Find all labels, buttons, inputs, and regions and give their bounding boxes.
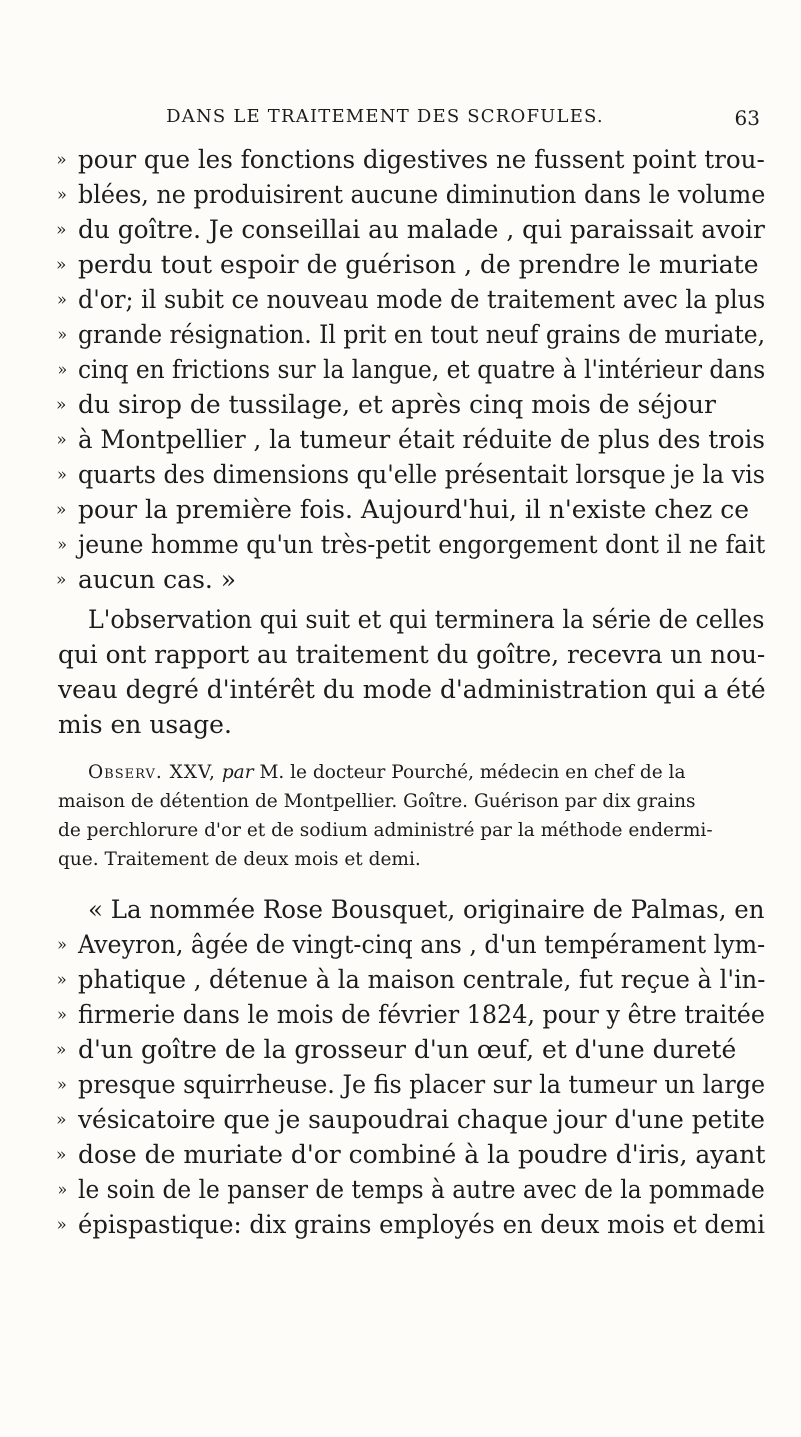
quote-mark: » bbox=[56, 1040, 67, 1060]
text-line: maison de détention de Montpellier. Goître. Guérison par dix grains bbox=[58, 791, 696, 812]
text-line: » phatique , détenue à la maison centrale, fut reçue à l'in- bbox=[56, 965, 766, 994]
text-line: » vésicatoire que je saupoudrai chaque jour d'une petite bbox=[56, 1105, 765, 1134]
quote-mark: » bbox=[57, 290, 67, 310]
running-title: DANS LE TRAITEMENT DES SCROFULES. bbox=[166, 106, 604, 127]
text-line: » du goître. Je conseillai au malade , qui paraissait avoir bbox=[56, 215, 765, 244]
text-line: L'observation qui suit et qui terminera la série de celles bbox=[88, 605, 765, 634]
quote-mark: » bbox=[57, 935, 68, 955]
text-line: « La nommée Rose Bousquet, originaire de Palmas, en bbox=[88, 895, 765, 924]
text-line: » presque squirrheuse. Je fis placer sur la tumeur un large bbox=[57, 1070, 766, 1099]
text-line: » perdu tout espoir de guérison , de prendre le muriate bbox=[56, 250, 759, 279]
text-line: mis en usage. bbox=[58, 710, 232, 739]
text-line: » grande résignation. Il prit en tout neuf grains de muriate, bbox=[57, 320, 766, 349]
text-line: Observ. XXV, par M. le docteur Pourché, médecin en chef de la bbox=[88, 762, 686, 783]
text-line: veau degré d'intérêt du mode d'administration qui a été bbox=[58, 675, 766, 704]
quote-mark: » bbox=[56, 1145, 67, 1165]
text-line: » cinq en frictions sur la langue, et quatre à l'intérieur dans bbox=[57, 355, 766, 384]
text-line: » pour la première fois. Aujourd'hui, il n'existe chez ce bbox=[56, 495, 750, 524]
quote-mark: » bbox=[56, 150, 67, 170]
quote-mark: » bbox=[56, 1215, 67, 1235]
quote-mark: » bbox=[56, 970, 67, 990]
quote-mark: » bbox=[56, 570, 67, 590]
quote-mark: » bbox=[56, 395, 67, 415]
page-header bbox=[120, 106, 760, 136]
text-line: » firmerie dans le mois de février 1824, pour y être traitée bbox=[57, 1000, 766, 1029]
quote-mark: » bbox=[56, 220, 67, 240]
text-line: » quarts des dimensions qu'elle présentait lorsque je la vis bbox=[57, 460, 765, 489]
quote-mark: » bbox=[57, 185, 67, 205]
text-line: » d'or; il subit ce nouveau mode de traitement avec la plus bbox=[57, 285, 766, 314]
quote-mark: » bbox=[57, 465, 67, 485]
text-line: » dose de muriate d'or combiné à la poudre d'iris, ayant bbox=[56, 1140, 766, 1169]
text-line: de perchlorure d'or et de sodium administré par la méthode endermi- bbox=[58, 820, 713, 841]
text-line: » d'un goître de la grosseur d'un œuf, et d'une dureté bbox=[56, 1035, 737, 1064]
quote-mark: » bbox=[56, 430, 67, 450]
text-line: que. Traitement de deux mois et demi. bbox=[58, 849, 421, 870]
text-line: » épispastique: dix grains employés en deux mois et demi bbox=[56, 1210, 766, 1239]
text-line: » Aveyron, âgée de vingt-cinq ans , d'un tempérament lym- bbox=[57, 930, 766, 959]
text-line: » pour que les fonctions digestives ne fussent point trou- bbox=[56, 145, 765, 174]
quote-mark: » bbox=[57, 1075, 67, 1095]
text-line: » le soin de le panser de temps à autre avec de la pommade bbox=[57, 1175, 765, 1204]
quote-mark: » bbox=[57, 1180, 68, 1200]
text-line: » aucun cas. » bbox=[56, 565, 237, 594]
quote-mark: » bbox=[56, 1110, 67, 1130]
text-line: » jeune homme qu'un très-petit engorgement dont il ne fait bbox=[57, 530, 766, 559]
quote-mark: » bbox=[57, 535, 68, 555]
quote-mark: » bbox=[56, 500, 67, 520]
quote-mark: » bbox=[57, 325, 68, 345]
observation-label: Observ. XXV, bbox=[88, 762, 216, 783]
quote-mark: » bbox=[56, 255, 67, 275]
text-line: » du sirop de tussilage, et après cinq mois de séjour bbox=[56, 390, 716, 419]
text-line: qui ont rapport au traitement du goître, recevra un nou- bbox=[58, 640, 766, 669]
quote-mark: » bbox=[57, 1005, 67, 1025]
text-line: » à Montpellier , la tumeur était réduite de plus des trois bbox=[56, 425, 765, 454]
quote-mark: » bbox=[57, 360, 68, 380]
page-number: 63 bbox=[734, 106, 760, 130]
text-line: » blées, ne produisirent aucune diminution dans le volume bbox=[57, 180, 766, 209]
